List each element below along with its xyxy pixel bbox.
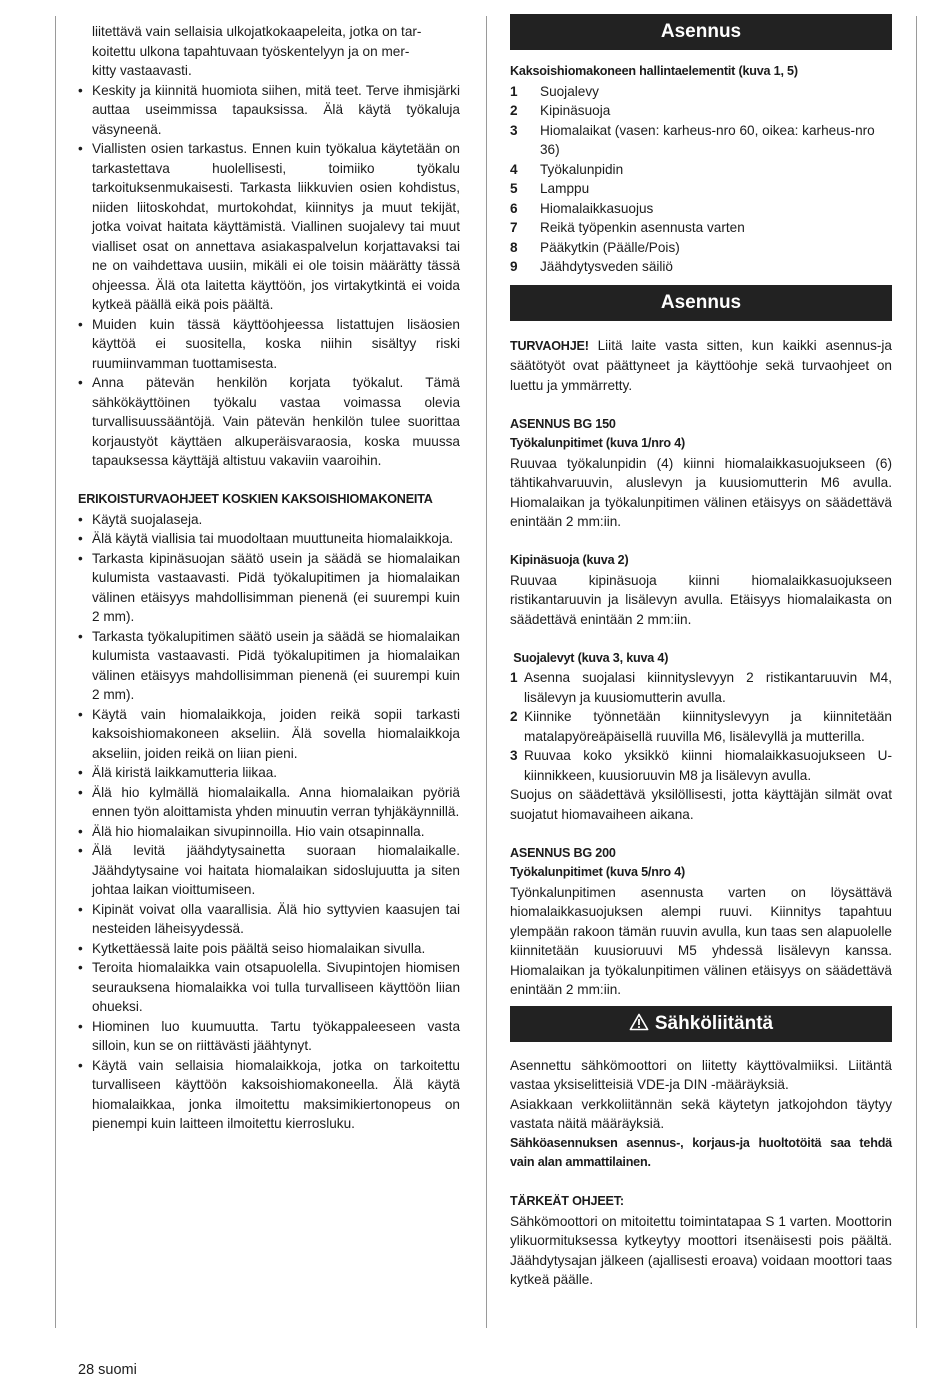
item-text: Jäähdytysveden säiliö [540,259,673,274]
right-column [510,14,892,1290]
list-item: • Tarkasta kipinäsuojan säätö usein ja säädä se hiomalaikan kulumista vastaavasti. Pidä työkalupitimen ja hiomalaikan välinen etäisyys mahdollisimman pienenä (ei suurempi kuin 2 mm). [78,549,460,627]
step-text: Ruuvaa koko yksikkö kiinni hiomalaikkasuojukseen U-kiinnikkeen, kuusioruuvin M8 ja lisälevyn avulla. [524,748,892,783]
electric-text-1: Asennettu sähkömoottori on liitetty käyttövalmiiksi. Liitäntä vastaa yksiselitteisiä VDE-ja DIN -määräyksiä. [510,1057,892,1092]
item-number: 5 [510,181,518,196]
controls-list [510,82,892,277]
toolholder2-text: Työnkalunpitimen asennusta varten on löysättävä hiomalaikkasuojuksen alempi ruuvi. Kiinnitys tapahtuu ylempään rakoon tämän ruuvin avulla, kun taas sen alapuolelle kiinnitetään kuusioruuvi M5 yhdessä lisälevyn kanssa. Hiomalaikan ja työkalunpitimen välinen etäisyys on säädettävä enintään 2 mm:iin. [510,884,892,997]
page-number: 28 suomi [78,1362,137,1378]
intro-line: koitettu ulkona tapahtuvaan työskentelyyn ja on mer- [92,43,410,59]
step-number: 2 [510,709,518,724]
list-item [510,199,892,219]
list-item [510,238,892,258]
electric-bold-note: Sähköasennuksen asennus-, korjaus-ja huoltotöitä saa tehdä vain alan ammattilainen. [510,1135,892,1169]
list-item [510,668,892,707]
list-item: • Älä hio kylmällä hiomalaikalla. Anna hiomalaikan pyöriä ennen työn aloittamista yhden minuutin verran tyhjäkäynnillä. [78,783,460,822]
step-text: Asenna suojalasi kiinnityslevyyn 2 ristikantaruuvin M4, lisälevyn ja kuusiomutterin avulla. [524,670,892,705]
controls-heading: Kaksoishiomakoneen hallintaelementit (kuva 1, 5) [510,64,798,78]
spark-guard-heading: Kipinäsuoja (kuva 2) [510,553,629,567]
list-item: • Hiominen luo kuumuutta. Tartu työkappaleeseen vasta silloin, kun se on riittävästi jäähtynyt. [78,1017,460,1056]
banner-title: Sähköliitäntä [654,1012,774,1034]
left-column-rule [55,16,56,1328]
intro-line: liitettävä vain sellaisia ulkojatkokaapeleita, jotka on tar- [92,24,422,39]
list-item: • Keskity ja kiinnitä huomiota siihen, mitä teet. Terve ihmisjärki auttaa useimmissa tapauksissa. Älä käytä työkaluja väsyneenä. [78,81,460,140]
list-item [510,746,892,785]
item-text: Reikä työpenkin asennusta varten [540,220,745,235]
guard-note: Suojus on säädettävä yksilöllisesti, jotta käyttäjän silmät ovat suojatut hiomavaiheen aikana. [510,787,892,822]
list-item: • Viallisten osien tarkastus. Ennen kuin työkalua käytetään on tarkastettava huolellisesti, toimiiko työkalu tarkoituksenmukaisesti. Tarkasta liikkuvien osien kohdistus, niiden liitoskohdat, murtokohdat, kiinnitys ja muut tekijät, jotka voivat haitata käyttämistä. Viallinen suojalevy tai muut vialliset osat on annettava asiakaspalvelun korjattavaksi tai ne on vaihdettava uusiin, mikäli ei ole toisin määrätty tässä ohjeessa. Älä ota laitetta käyttöön, jos virtakytkintä ei voida kytkeä päällä eikä pois päältä. [78,139,460,315]
section-banner-asennus-2: Asennus [510,285,892,321]
list-item: • Käytä suojalaseja. [78,510,460,530]
guard-plates-heading: Suojalevyt (kuva 3, kuva 4) [510,650,669,665]
list-item: • Kytkettäessä laite pois päältä seiso hiomalaikan sivulla. [78,939,460,959]
item-text: Hiomalaikat (vasen: karheus-nro 60, oikea: karheus-nro 36) [540,122,875,157]
toolholder-text: Ruuvaa työkalunpidin (4) kiinni hiomalaikkasuojukseen (6) tähtikahvaruuvin, aluslevyn ja kuusiomutterin M6 avulla. Hiomalaikan ja työkalunpitimen välinen etäisyys on säädettävä enintään 2 mm:iin. [510,455,892,529]
list-item: • Anna pätevän henkilön korjata työkalut. Tämä sähkökäyttöinen työkalu vastaa voimassa olevia turvallisuussääntöjä. Vain pätevän henkilön tulee suorittaa korjaustyöt käyttäen alkuperäisvaraosia, koska muussa tapauksessa käyttäjä altistuu vakaviin vaaroihin. [78,373,460,471]
safety-text: Liitä laite vasta sitten, kun kaikki asennus-ja säätötyöt ovat päättyneet ja käyttöohje sekä turvaohjeet on luettu ja ymmärretty. [510,337,892,393]
safety-paragraph [510,336,892,396]
list-item: • Älä hio hiomalaikan sivupinnoilla. Hio vain otsapinnalla. [78,822,460,842]
item-text: Pääkytkin (Päälle/Pois) [540,239,680,255]
list-item [510,257,892,277]
toolholder2-heading: Työkalunpitimet (kuva 5/nro 4) [510,865,686,879]
item-number: 1 [510,83,518,99]
left-column [78,22,460,1134]
toolholder-heading: Työkalunpitimet (kuva 1/nro 4) [510,436,686,450]
item-number: 3 [510,122,518,138]
safety-label: TURVAOHJE! [510,338,589,353]
item-number: 8 [510,239,518,255]
list-item: • Teroita hiomalaikka vain otsapuolella. Sivupintojen hiomisen seurauksena hiomalaikka voi tulla turvalliseen käyttöön liian ohueksi. [78,958,460,1017]
list-item [510,121,892,160]
step-number: 3 [510,748,518,763]
list-item: • Muiden kuin tässä käyttöohjeessa listattujen lisäosien käyttöä ei suositella, koska niihin sisältyy riski ruumiinvamman tuottamisesta. [78,315,460,374]
list-item: • Älä levitä jäähdytysainetta suoraan hiomalaikalle. Jäähdytysaine voi haitata hiomalaikan sidoslujuutta ja siten johtaa laikan vioittumiseen. [78,841,460,900]
item-number: 6 [510,200,518,216]
list-item: • Käytä vain hiomalaikkoja, joiden reikä sopii tarkasti kaksoishiomakoneen akseliin. Älä sovella hiomalaikkoja akseliin, joiden reikä on liian pieni. [78,705,460,764]
bg200-heading: ASENNUS BG 200 [510,845,616,860]
item-text: Suojalevy [540,83,599,99]
item-number: 9 [510,259,518,274]
spark-guard-text: Ruuvaa kipinäsuoja kiinni hiomalaikkasuojukseen ristikantaruuvin ja lisälevyn avulla. Etäisyys hiomalaikasta on säädettävä enintään 2 mm:iin. [510,572,892,627]
list-item: • Käytä vain sellaisia hiomalaikkoja, jotka on tarkoitettu turvalliseen käyttöön kaksoishiomakoneella. Älä käytä hiomalaikkaa, jonka ilmoitettu maksimikiertonopeus on pienempi kuin laitteen ilmoitettu kierrosluku. [78,1056,460,1134]
section-banner-electric [510,1006,892,1042]
item-text: Työkalunpidin [540,161,624,177]
item-text: Kipinäsuoja [540,103,611,118]
guard-steps-list [510,668,892,785]
important-heading: TÄRKEÄT OHJEET: [510,1194,624,1208]
item-number: 7 [510,220,518,235]
step-number: 1 [510,670,518,685]
special-safety-list [78,510,460,1134]
item-text: Hiomalaikkasuojus [540,200,654,216]
step-text: Kiinnike työnnetään kiinnityslevyyn ja kiinnitetään matalapyöreäpäisellä ruuvilla M6, lisälevyllä ja mutterilla. [524,709,892,744]
right-column-rule [916,16,917,1328]
item-number: 2 [510,103,518,118]
intro-paragraph [78,22,460,81]
special-safety-heading: ERIKOISTURVAOHJEET KOSKIEN KAKSOISHIOMAKONEITA [78,492,433,506]
list-item: • Älä kiristä laikkamutteria liikaa. [78,763,460,783]
electric-text-2: Asiakkaan verkkoliitännän sekä käytetyn jatkojohdon täytyy vastata näitä määräyksiä. [510,1096,892,1131]
important-text: Sähkömoottori on mitoitettu toimintatapaa S 1 varten. Moottorin ylikuormituksessa kytkeytyy moottori itsenäisesti pois päältä. Jäähdytysajan jälkeen (ajallisesti eroava) voidaan moottori taas kytkeä päälle. [510,1213,892,1287]
list-item: • Älä käytä viallisia tai muodoltaan muuttuneita hiomalaikkoja. [78,529,460,549]
list-item [510,82,892,102]
list-item: • Kipinät voivat olla vaarallisia. Älä hio syttyvien kaasujen tai nesteiden läheisyydessä. [78,900,460,939]
item-text: Lamppu [540,181,590,196]
item-number: 4 [510,161,518,177]
list-item [510,179,892,199]
general-safety-list [78,81,460,471]
list-item [510,218,892,238]
list-item [510,707,892,746]
center-column-rule [486,16,487,1328]
list-item [510,101,892,121]
list-item: • Tarkasta työkalupitimen säätö usein ja säädä se hiomalaikan kulumista vastaavasti. Pidä työkalupitimen ja hiomalaikan välinen etäisyys mahdollisimman pienenä (ei suurempi kuin 2 mm). [78,627,460,705]
list-item [510,160,892,180]
intro-line: kitty vastaavasti. [92,63,192,78]
bg150-heading: ASENNUS BG 150 [510,416,616,431]
section-banner-asennus: Asennus [510,14,892,50]
warning-triangle-icon [629,1013,649,1031]
